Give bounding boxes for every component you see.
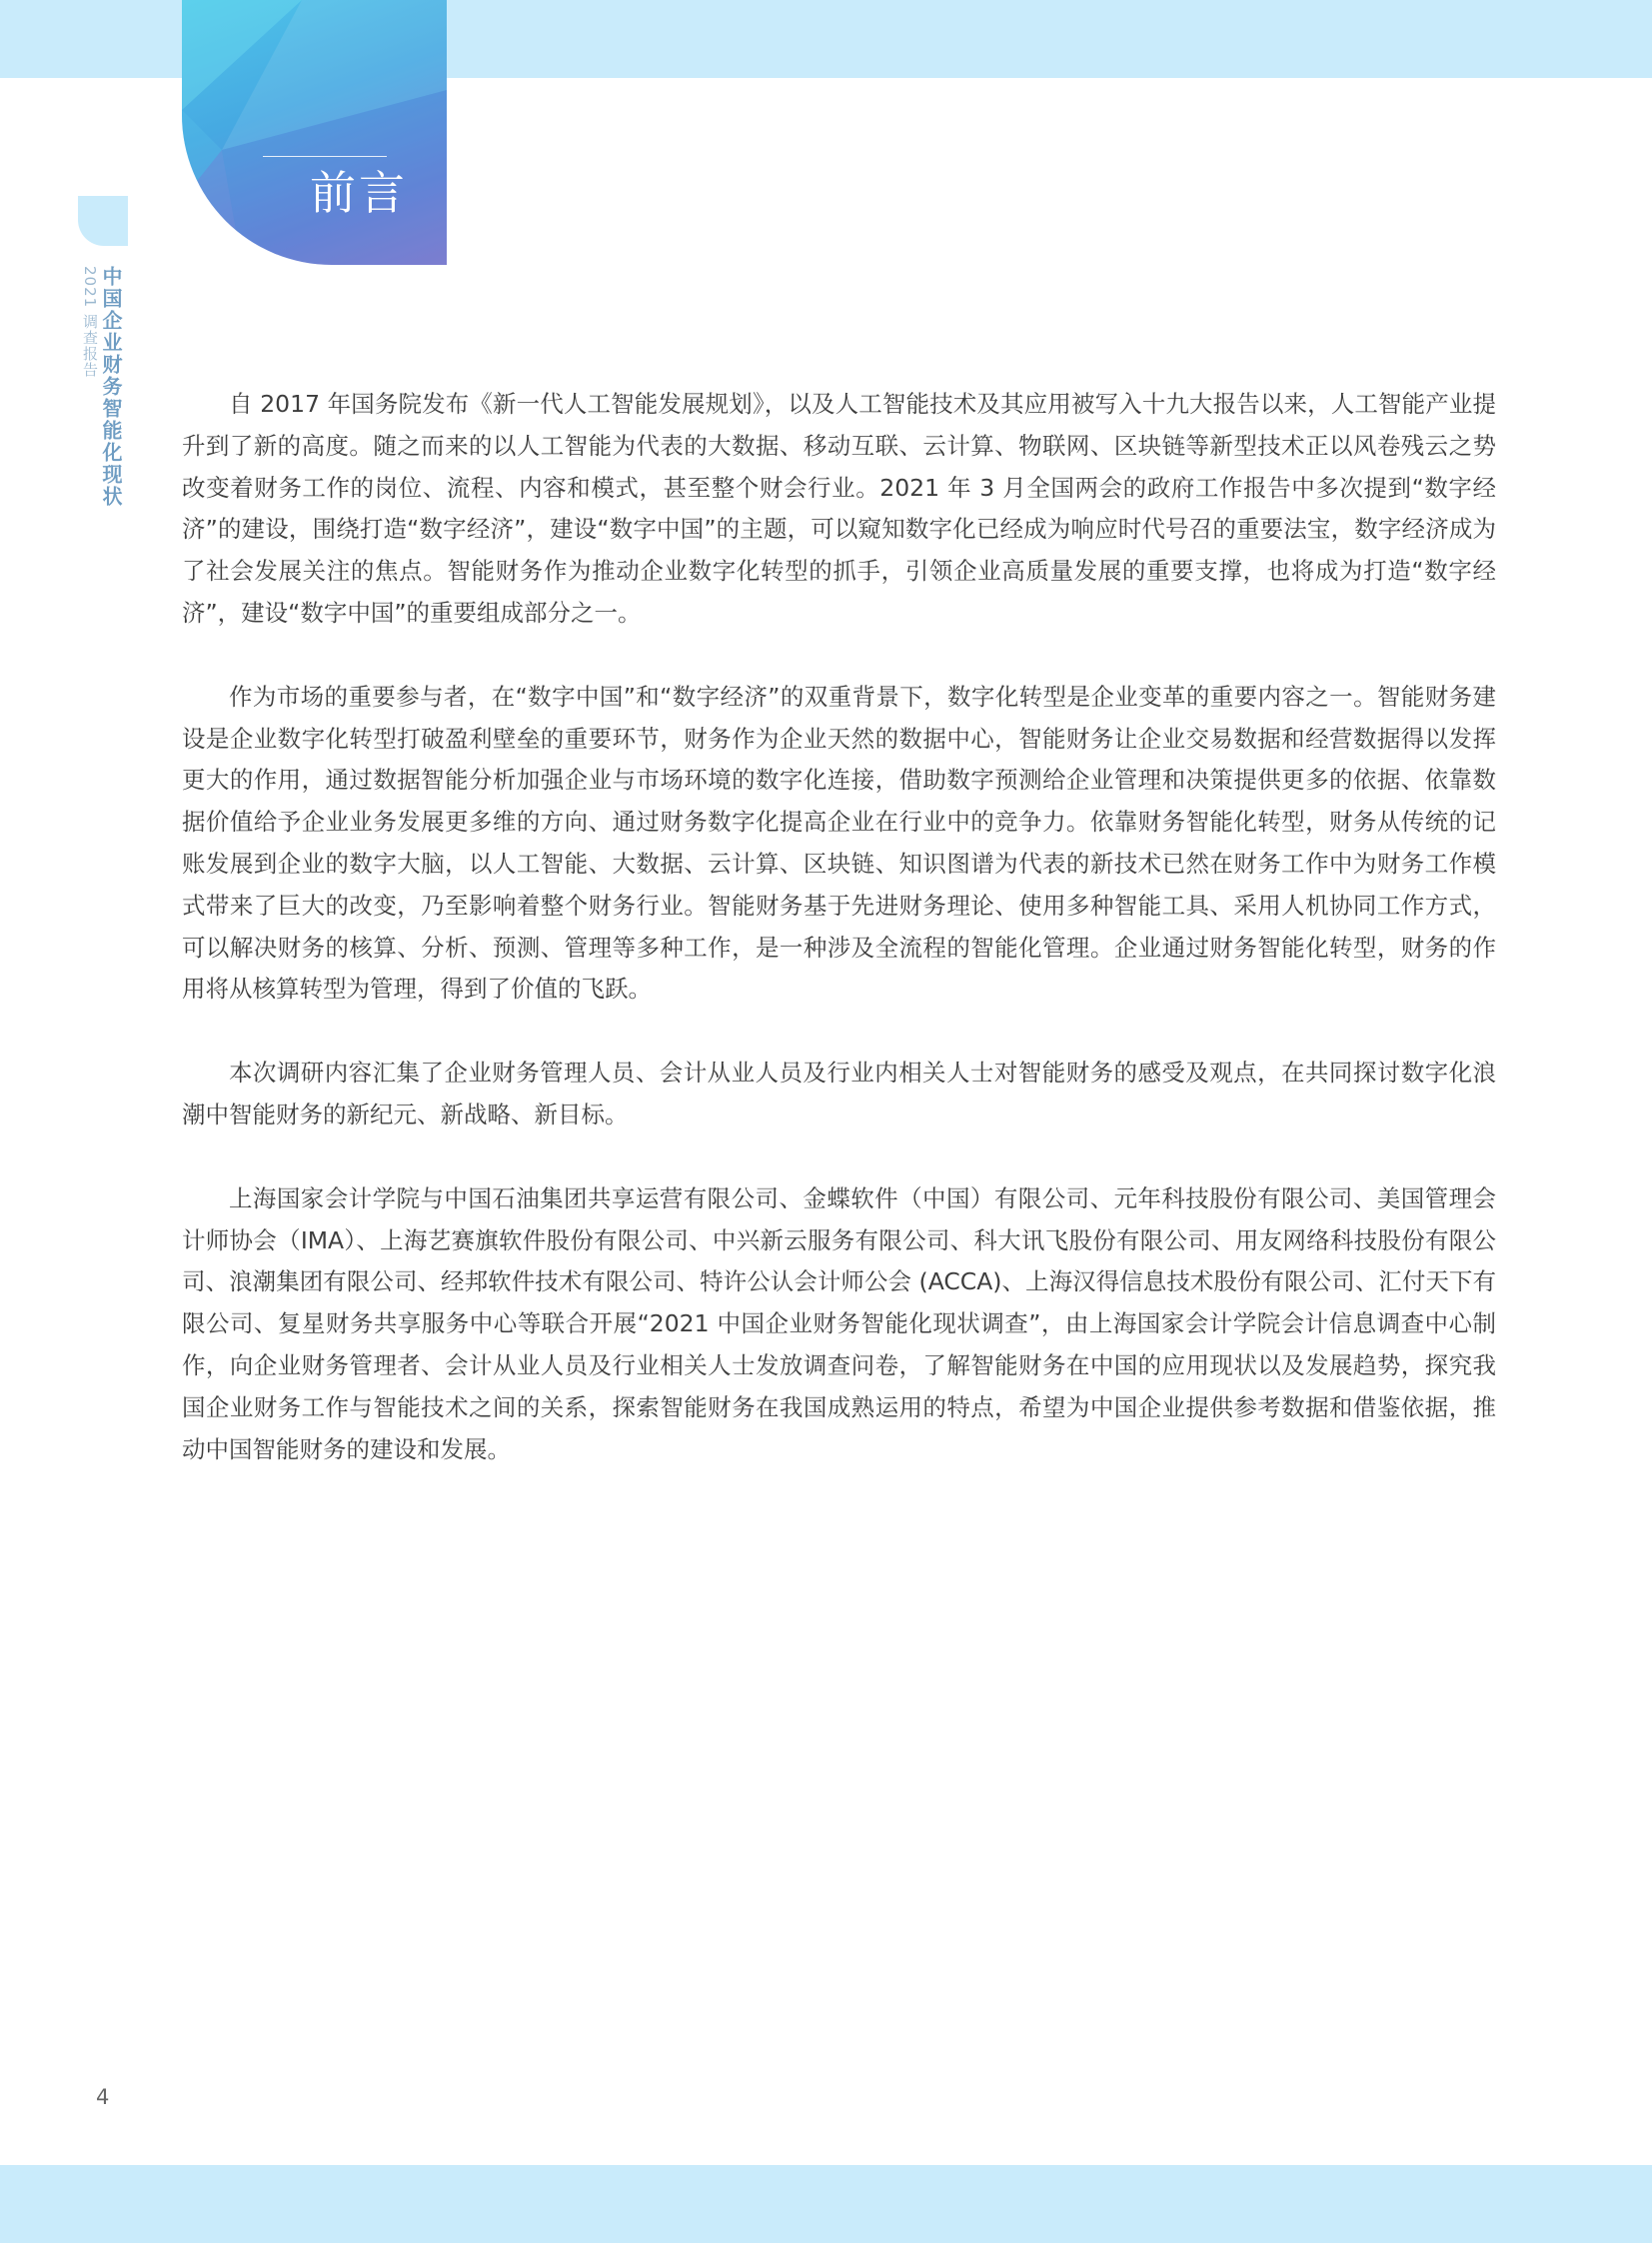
page-number: 4 xyxy=(96,2085,110,2109)
title-rule xyxy=(263,156,387,157)
body-paragraph-4: 上海国家会计学院与中国石油集团共享运营有限公司、金蝶软件（中国）有限公司、元年科技股份有限公司、美国管理会计师协会（IMA）、上海艺赛旗软件股份有限公司、中兴新云服务有限公司、科大讯飞股份有限公司、用友网络科技股份有限公司、浪潮集团有限公司、经邦软件技术有限公司、特许公认会计师公会 (ACCA)、上海汉得信息技术股份有限公司、汇付天下有限公司、复星财务共享服务中心等联合开展“2021 中国企业财务智能化现状调查”，由上海国家会计学院会计信息调查中心制作，向企业财务管理者、会计从业人员及行业相关人士发放调查问卷，了解智能财务在中国的应用现状以及发展趋势，探究我国企业财务工作与智能技术之间的关系，探索智能财务在我国成熟运用的特点，希望为中国企业提供参考数据和借鉴依据，推动中国智能财务的建设和发展。 xyxy=(182,1183,1496,1463)
body-paragraph-1: 自 2017 年国务院发布《新一代人工智能发展规划》，以及人工智能技术及其应用被写入十九大报告以来，人工智能产业提升到了新的高度。随之而来的以人工智能为代表的大数据、移动互联、云计算、物联网、区块链等新型技术正以风卷残云之势改变着财务工作的岗位、流程、内容和模式，甚至整个财会行业。2021 年 3 月全国两会的政府工作报告中多次提到“数字经济”的建设，围绕打造“数字经济”，建设“数字中国”的主题，可以窥知数字化已经成为响应时代号召的重要法宝，数字经济成为了社会发展关注的焦点。智能财务作为推动企业数字化转型的抓手，引领企业高质量发展的重要支撑，也将成为打造“数字经济”，建设“数字中国”的重要组成部分之一。 xyxy=(182,390,1496,627)
bottom-band xyxy=(0,2165,1652,2243)
body-content xyxy=(182,384,1496,1512)
body-paragraph-2: 作为市场的重要参与者，在“数字中国”和“数字经济”的双重背景下，数字化转型是企业变革的重要内容之一。智能财务建设是企业数字化转型打破盈利壁垒的重要环节，财务作为企业天然的数据中心，智能财务让企业交易数据和经营数据得以发挥更大的作用，通过数据智能分析加强企业与市场环境的数字化连接，借助数字预测给企业管理和决策提供更多的依据、依靠数据价值给予企业业务发展更多维的方向、通过财务数字化提高企业在行业中的竞争力。依靠财务智能化转型，财务从传统的记账发展到企业的数字大脑，以人工智能、大数据、云计算、区块链、知识图谱为代表的新技术已然在财务工作中为财务工作模式带来了巨大的改变，乃至影响着整个财务行业。智能财务基于先进财务理论、使用多种智能工具、采用人机协同工作方式，可以解决财务的核算、分析、预测、管理等多种工作，是一种涉及全流程的智能化管理。企业通过财务智能化转型，财务的作用将从核算转型为管理，得到了价值的飞跃。 xyxy=(182,682,1496,1004)
body-paragraph-3: 本次调研内容汇集了企业财务管理人员、会计从业人员及行业内相关人士对智能财务的感受及观点，在共同探讨数字化浪潮中智能财务的新纪元、新战略、新目标。 xyxy=(182,1059,1496,1128)
page-title: 前言 xyxy=(310,166,408,220)
sidebar-report-title: 中国企业财务智能化现状 xyxy=(99,266,123,508)
sidebar-report-subtitle: 2021 调查报告 xyxy=(81,266,99,378)
section-title-block xyxy=(182,0,447,265)
side-tab-marker xyxy=(78,196,128,246)
title-block-facets xyxy=(182,0,447,265)
